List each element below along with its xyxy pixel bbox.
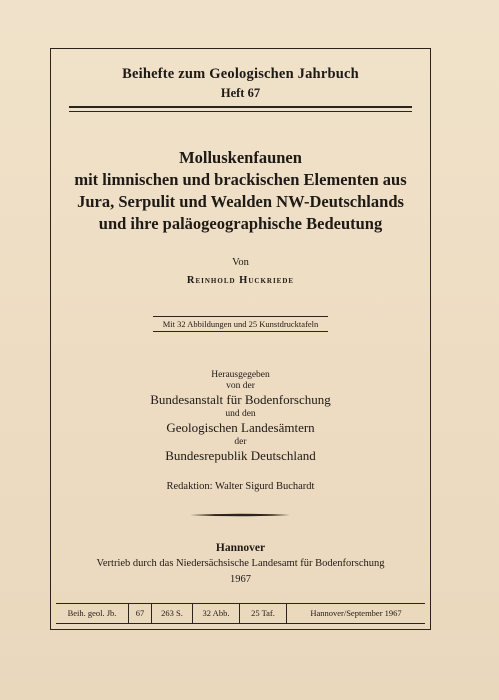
publisher-line-3: Bundesanstalt für Bodenforschung [150,392,331,407]
imprint-distribution: Vertrieb durch das Niedersächsische Landesamt für Bodenforschung [96,558,385,569]
editor-credit: Redaktion: Walter Sigurd Buchardt [166,481,315,492]
ornament-divider [190,513,290,517]
publisher-line-1: Herausgegeben [211,370,270,380]
publisher-line-7: Bundesrepublik Deutschland [165,448,316,463]
illustrations-note: Mit 32 Abbildungen und 25 Kunstdrucktafeln [153,316,328,332]
publisher-line-4: und den [225,409,256,419]
citation-pages: 263 S. [152,604,193,623]
header-rule-thin [69,111,412,112]
book-title [50,147,431,235]
publisher-line-2: von der [226,381,255,391]
citation-journal: Beih. geol. Jb. [56,604,129,623]
publisher-line-6: der [234,437,247,447]
author-name: Reinhold Huckriede [186,275,295,286]
publisher-line-5: Geologischen Landesämtern [166,420,315,435]
title-line-3: Jura, Serpulit und Wealden NW-Deutschlands [77,192,404,211]
imprint-place: Hannover [215,542,266,554]
by-label: Von [232,257,249,268]
issue-number: Heft 67 [220,86,261,100]
header-rule [69,106,412,108]
series-title: Beihefte zum Geologischen Jahrbuch [122,66,359,82]
citation-figures: 32 Abb. [193,604,240,623]
title-line-1: Molluskenfaunen [179,148,302,167]
citation-plates: 25 Taf. [240,604,287,623]
citation-strip [56,603,425,624]
imprint-year: 1967 [230,574,251,585]
citation-volume: 67 [129,604,152,623]
title-line-2: mit limnischen und brackischen Elementen aus [74,170,407,189]
citation-place-date: Hannover/September 1967 [310,608,402,618]
title-line-4: und ihre paläogeographische Bedeutung [98,214,383,233]
